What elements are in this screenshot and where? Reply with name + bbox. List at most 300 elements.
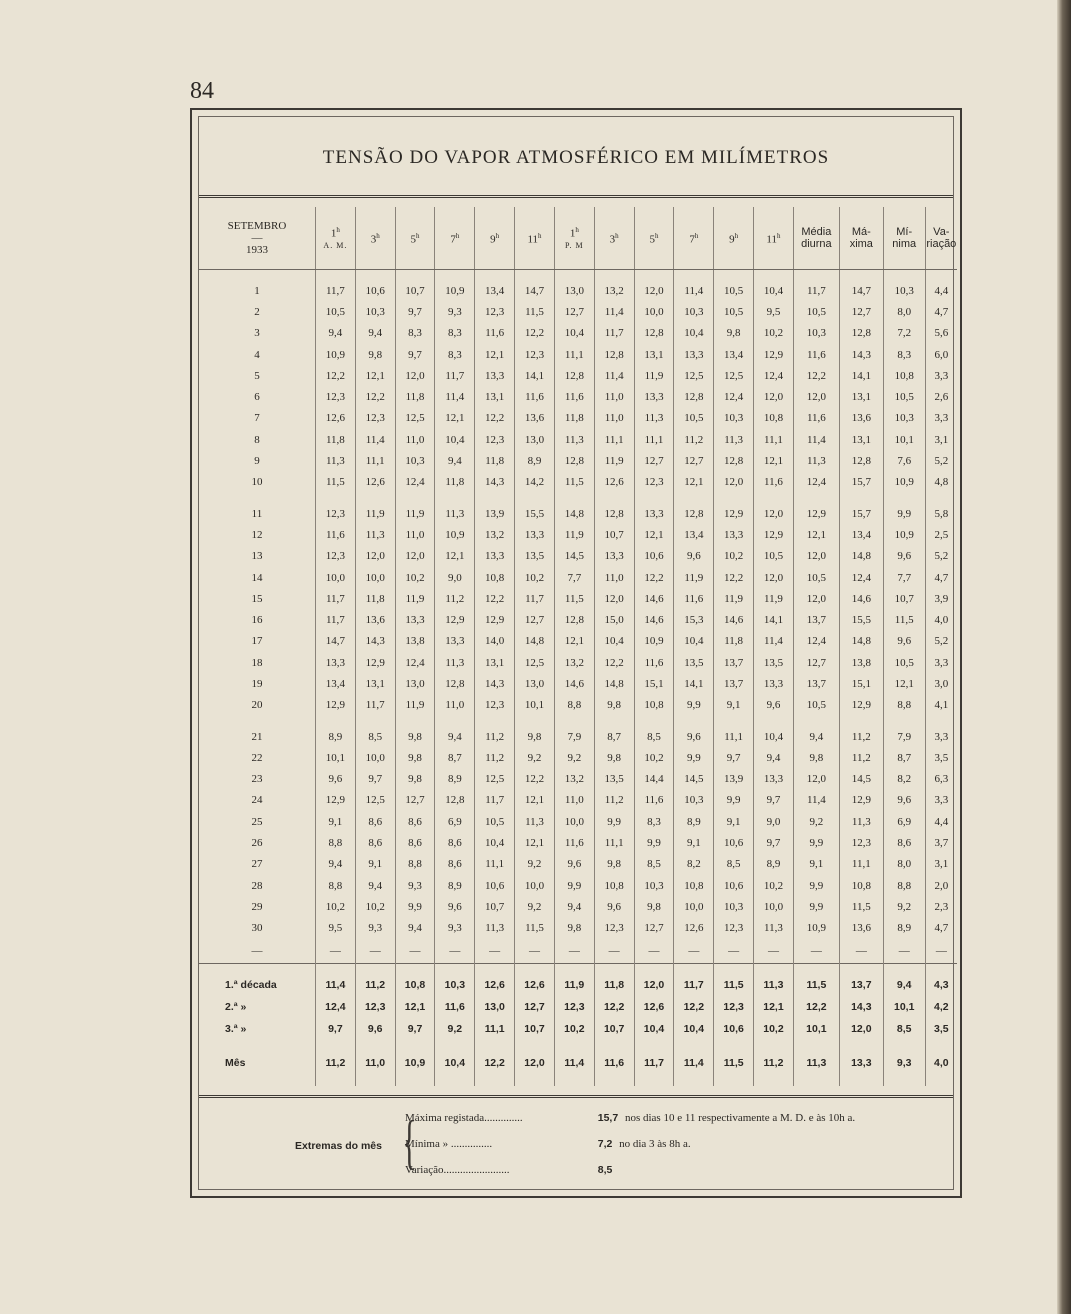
value-cell: 10,4: [594, 631, 634, 652]
value-cell: 9,4: [435, 450, 475, 471]
summary-value: 10,8: [395, 974, 435, 996]
value-cell: 14,7: [839, 280, 883, 301]
header-hour-7am: 7$^h$: [435, 207, 475, 270]
value-cell: 10,1: [883, 429, 925, 450]
extreme-minima-value: 7,2: [597, 1138, 613, 1150]
value-cell: 10,3: [793, 323, 839, 344]
value-cell: 13,4: [475, 280, 515, 301]
value-cell: 13,9: [714, 769, 754, 790]
value-cell: 9,8: [793, 747, 839, 768]
spacer-cell: [674, 270, 714, 281]
value-cell: 12,1: [515, 832, 555, 853]
value-cell: 4,1: [925, 695, 957, 716]
value-cell: 12,7: [793, 652, 839, 673]
value-cell: 15,7: [839, 472, 883, 493]
extreme-variacao: [405, 1164, 612, 1176]
value-cell: 13,9: [475, 503, 515, 524]
extreme-minima: [405, 1138, 691, 1150]
table-frame-inner: [198, 116, 957, 1190]
value-cell: 11,0: [395, 524, 435, 545]
spacer-cell: [925, 1040, 957, 1052]
value-cell: 11,4: [594, 365, 634, 386]
value-cell: 4,7: [925, 301, 957, 322]
value-cell: 9,2: [554, 747, 594, 768]
summary-value: 12,2: [793, 996, 839, 1018]
spacer-cell: [714, 270, 754, 281]
summary-label: 2.ª »: [225, 1000, 247, 1013]
value-cell: 11,3: [839, 811, 883, 832]
summary-value: 10,3: [435, 974, 475, 996]
spacer-cell: [674, 493, 714, 503]
value-cell: 11,4: [754, 631, 794, 652]
value-cell: 4,7: [925, 918, 957, 939]
value-cell: 10,2: [714, 546, 754, 567]
value-cell: 12,1: [634, 524, 674, 545]
value-cell: 13,3: [674, 344, 714, 365]
table-row: [199, 567, 957, 588]
summary-value: 9,7: [315, 1018, 355, 1040]
value-cell: 9,1: [714, 695, 754, 716]
value-cell: 12,7: [634, 450, 674, 471]
summary-value: 12,6: [515, 974, 555, 996]
dash-cell: —: [714, 939, 754, 964]
summary-value: 10,9: [395, 1052, 435, 1074]
value-cell: 11,1: [554, 344, 594, 365]
summary-value: 8,5: [883, 1018, 925, 1040]
value-cell: 9,7: [395, 301, 435, 322]
value-cell: 12,6: [355, 472, 395, 493]
value-cell: 14,1: [674, 673, 714, 694]
summary-value: 10,1: [793, 1018, 839, 1040]
value-cell: 11,4: [793, 429, 839, 450]
value-cell: 13,8: [839, 652, 883, 673]
value-cell: 10,4: [674, 631, 714, 652]
spacer-cell: [594, 716, 634, 726]
value-cell: 7,7: [883, 567, 925, 588]
value-cell: 12,0: [793, 588, 839, 609]
value-cell: 10,5: [883, 386, 925, 407]
day-cell: 22: [251, 751, 263, 764]
summary-row: [199, 974, 957, 996]
summary-value: 9,3: [883, 1052, 925, 1074]
value-cell: 8,7: [883, 747, 925, 768]
day-cell: 16: [251, 614, 263, 627]
value-cell: 10,4: [475, 832, 515, 853]
value-cell: 8,3: [435, 344, 475, 365]
summary-value: 10,2: [554, 1018, 594, 1040]
summary-value: 11,5: [714, 974, 754, 996]
summary-value: 10,7: [594, 1018, 634, 1040]
header-hour-9am: 9$^h$: [475, 207, 515, 270]
extremes-section: [199, 1095, 953, 1204]
summary-value: 11,2: [355, 974, 395, 996]
value-cell: 12,0: [395, 365, 435, 386]
value-cell: 12,1: [475, 344, 515, 365]
spacer-cell: [634, 1074, 674, 1086]
value-cell: 11,1: [839, 854, 883, 875]
value-cell: 8,3: [395, 323, 435, 344]
value-cell: 8,9: [674, 811, 714, 832]
summary-value: 12,0: [634, 974, 674, 996]
value-cell: 14,1: [515, 365, 555, 386]
value-cell: 9,2: [515, 854, 555, 875]
value-cell: 11,1: [754, 429, 794, 450]
spacer-cell: [515, 270, 555, 281]
value-cell: 10,4: [674, 323, 714, 344]
value-cell: 6,9: [435, 811, 475, 832]
value-cell: 10,9: [435, 524, 475, 545]
spacer-cell: [754, 963, 794, 974]
value-cell: 11,6: [793, 344, 839, 365]
value-cell: 9,9: [554, 875, 594, 896]
header-hour-1am: 1$^h$ A. M.: [315, 207, 355, 270]
value-cell: 10,5: [793, 695, 839, 716]
value-cell: 9,7: [395, 344, 435, 365]
spacer-cell: [839, 1074, 883, 1086]
header-hour-5pm: 5$^h$: [634, 207, 674, 270]
summary-row: [199, 1018, 957, 1040]
summary-label: Mês: [225, 1056, 246, 1069]
spacer-cell: [594, 963, 634, 974]
value-cell: 12,8: [554, 450, 594, 471]
value-cell: 9,6: [674, 726, 714, 747]
value-cell: 12,2: [515, 769, 555, 790]
value-cell: 9,1: [315, 811, 355, 832]
header-hour-11pm: 11$^h$: [754, 207, 794, 270]
value-cell: 13,3: [634, 386, 674, 407]
value-cell: 11,8: [435, 472, 475, 493]
value-cell: 9,1: [355, 854, 395, 875]
header-row: [199, 207, 957, 270]
value-cell: 12,7: [395, 790, 435, 811]
value-cell: 12,7: [515, 609, 555, 630]
day-cell: 23: [251, 773, 263, 786]
day-cell: 6: [254, 391, 260, 404]
summary-value: 11,8: [594, 974, 634, 996]
value-cell: 9,7: [714, 747, 754, 768]
day-cell: 15: [251, 592, 263, 605]
spacer-cell: [674, 1040, 714, 1052]
table-row: [199, 609, 957, 630]
value-cell: 12,9: [714, 503, 754, 524]
value-cell: 11,5: [839, 896, 883, 917]
extreme-minima-note: no dia 3 às 8h a.: [619, 1138, 691, 1150]
value-cell: 3,7: [925, 832, 957, 853]
value-cell: 10,2: [395, 567, 435, 588]
value-cell: 12,3: [355, 408, 395, 429]
value-cell: 13,8: [395, 631, 435, 652]
value-cell: 12,0: [395, 546, 435, 567]
spacer-cell: [925, 270, 957, 281]
value-cell: 8,6: [395, 811, 435, 832]
value-cell: 12,5: [515, 652, 555, 673]
value-cell: 11,4: [674, 280, 714, 301]
spacer-cell: [714, 1040, 754, 1052]
spacer-cell: [839, 963, 883, 974]
value-cell: 4,8: [925, 472, 957, 493]
value-cell: 11,9: [355, 503, 395, 524]
value-cell: 11,4: [435, 386, 475, 407]
value-cell: 11,9: [554, 524, 594, 545]
value-cell: 9,1: [793, 854, 839, 875]
value-cell: 14,6: [634, 588, 674, 609]
summary-value: 4,2: [925, 996, 957, 1018]
summary-value: 11,6: [594, 1052, 634, 1074]
value-cell: 11,1: [355, 450, 395, 471]
value-cell: 11,0: [395, 429, 435, 450]
value-cell: 2,5: [925, 524, 957, 545]
spacer-cell: [435, 270, 475, 281]
spacer-cell: [674, 1074, 714, 1086]
value-cell: 11,5: [883, 609, 925, 630]
value-cell: 12,0: [754, 386, 794, 407]
day-cell: 13: [251, 550, 263, 563]
value-cell: 8,3: [883, 344, 925, 365]
day-cell: 3: [254, 327, 260, 340]
value-cell: 11,8: [475, 450, 515, 471]
value-cell: 15,3: [674, 609, 714, 630]
summary-value: 12,2: [475, 1052, 515, 1074]
value-cell: 13,1: [839, 429, 883, 450]
value-cell: 2,0: [925, 875, 957, 896]
spacer-cell: [395, 1040, 435, 1052]
value-cell: 12,2: [475, 588, 515, 609]
spacer-cell: [515, 716, 555, 726]
table-title: TENSÃO DO VAPOR ATMOSFÉRICO EM MILÍMETROS: [322, 147, 830, 168]
day-cell: 21: [251, 730, 263, 743]
value-cell: 14,7: [515, 280, 555, 301]
value-cell: 10,8: [634, 695, 674, 716]
value-cell: 10,5: [714, 301, 754, 322]
spacer-cell: [754, 270, 794, 281]
value-cell: 10,8: [839, 875, 883, 896]
value-cell: 10,4: [554, 323, 594, 344]
value-cell: 13,6: [839, 918, 883, 939]
value-cell: 15,7: [839, 503, 883, 524]
table-row: [199, 832, 957, 853]
header-hour-5am: 5$^h$: [395, 207, 435, 270]
value-cell: 10,6: [634, 546, 674, 567]
value-cell: 12,2: [515, 323, 555, 344]
spacer-cell: [515, 963, 555, 974]
value-cell: 9,4: [315, 323, 355, 344]
value-cell: 9,4: [793, 726, 839, 747]
title-divider: [199, 195, 953, 198]
value-cell: 12,8: [435, 673, 475, 694]
header-hour-3am: 3$^h$: [355, 207, 395, 270]
spacer-cell: [395, 716, 435, 726]
spacer-cell: [475, 270, 515, 281]
spacer-cell: [199, 1074, 315, 1086]
value-cell: 10,9: [793, 918, 839, 939]
spacer-cell: [554, 1074, 594, 1086]
spacer-cell: [883, 270, 925, 281]
dash-cell: —: [793, 939, 839, 964]
summary-label: 1.ª década: [225, 978, 277, 991]
dash-cell: —: [554, 939, 594, 964]
summary-value: 4,3: [925, 974, 957, 996]
summary-value: 10,7: [515, 1018, 555, 1040]
day-cell: 20: [251, 699, 263, 712]
value-cell: 8,9: [315, 726, 355, 747]
value-cell: 13,3: [475, 546, 515, 567]
value-cell: 5,6: [925, 323, 957, 344]
summary-value: 10,2: [754, 1018, 794, 1040]
value-cell: 11,1: [714, 726, 754, 747]
value-cell: 3,0: [925, 673, 957, 694]
summary-value: 9,4: [883, 974, 925, 996]
value-cell: 9,8: [515, 726, 555, 747]
table-row: [199, 811, 957, 832]
summary-value: 11,6: [435, 996, 475, 1018]
day-cell: 8: [254, 433, 260, 446]
value-cell: 10,3: [674, 301, 714, 322]
value-cell: 8,6: [355, 832, 395, 853]
summary-value: 12,0: [839, 1018, 883, 1040]
value-cell: 13,6: [355, 609, 395, 630]
summary-value: 12,2: [594, 996, 634, 1018]
spacer-cell: [435, 716, 475, 726]
value-cell: 11,8: [714, 631, 754, 652]
value-cell: 11,7: [355, 695, 395, 716]
value-cell: 14,6: [839, 588, 883, 609]
value-cell: 12,2: [475, 408, 515, 429]
value-cell: 12,5: [355, 790, 395, 811]
value-cell: 9,2: [515, 747, 555, 768]
spacer-cell: [594, 1074, 634, 1086]
value-cell: 12,0: [793, 546, 839, 567]
day-cell: 24: [251, 794, 263, 807]
value-cell: 10,6: [475, 875, 515, 896]
value-cell: 12,8: [554, 365, 594, 386]
value-cell: 9,9: [793, 875, 839, 896]
value-cell: 11,2: [475, 726, 515, 747]
summary-value: 12,1: [754, 996, 794, 1018]
value-cell: 13,3: [754, 769, 794, 790]
value-cell: 9,8: [594, 695, 634, 716]
value-cell: 12,3: [315, 546, 355, 567]
summary-value: 11,5: [793, 974, 839, 996]
value-cell: 11,7: [515, 588, 555, 609]
dash-row: [199, 939, 957, 964]
value-cell: 3,3: [925, 408, 957, 429]
value-cell: 12,2: [355, 386, 395, 407]
value-cell: 9,8: [395, 769, 435, 790]
spacer-cell: [839, 493, 883, 503]
summary-value: 9,2: [435, 1018, 475, 1040]
value-cell: 11,9: [634, 365, 674, 386]
value-cell: 9,8: [554, 918, 594, 939]
header-variacao: Va- riação: [925, 207, 957, 270]
table-row: [199, 896, 957, 917]
value-cell: 12,0: [594, 588, 634, 609]
value-cell: 10,2: [515, 567, 555, 588]
table-frame: [190, 108, 962, 1198]
value-cell: 10,7: [883, 588, 925, 609]
value-cell: 10,3: [355, 301, 395, 322]
value-cell: 12,8: [554, 609, 594, 630]
value-cell: 12,1: [554, 631, 594, 652]
value-cell: 10,3: [674, 790, 714, 811]
value-cell: 9,9: [395, 896, 435, 917]
value-cell: 12,5: [395, 408, 435, 429]
value-cell: 9,4: [355, 875, 395, 896]
value-cell: 12,3: [839, 832, 883, 853]
value-cell: 12,9: [475, 609, 515, 630]
value-cell: 10,4: [435, 429, 475, 450]
header-pm: P. M: [564, 240, 584, 250]
value-cell: 12,3: [515, 344, 555, 365]
spacer-row: [199, 1074, 957, 1086]
value-cell: 11,4: [355, 429, 395, 450]
value-cell: 11,1: [475, 854, 515, 875]
spacer-cell: [754, 1040, 794, 1052]
value-cell: 12,6: [315, 408, 355, 429]
value-cell: 14,6: [714, 609, 754, 630]
value-cell: 12,1: [883, 673, 925, 694]
value-cell: 9,9: [674, 747, 714, 768]
spacer-cell: [793, 716, 839, 726]
value-cell: 13,3: [315, 652, 355, 673]
day-cell: 1: [254, 284, 260, 297]
value-cell: 9,9: [793, 832, 839, 853]
value-cell: 8,8: [315, 832, 355, 853]
value-cell: 11,6: [554, 386, 594, 407]
value-cell: 11,7: [793, 280, 839, 301]
spacer-cell: [435, 1074, 475, 1086]
value-cell: 9,5: [754, 301, 794, 322]
header-dash: —: [251, 232, 263, 244]
spacer-cell: [594, 493, 634, 503]
value-cell: 3,3: [925, 365, 957, 386]
summary-label: 3.ª »: [225, 1022, 247, 1035]
value-cell: 8,0: [883, 854, 925, 875]
value-cell: 10,0: [554, 811, 594, 832]
summary-value: 9,7: [395, 1018, 435, 1040]
value-cell: 11,7: [315, 609, 355, 630]
dash-cell: —: [883, 939, 925, 964]
summary-value: 12,2: [674, 996, 714, 1018]
spacer-cell: [554, 1040, 594, 1052]
value-cell: 12,2: [793, 365, 839, 386]
value-cell: 8,5: [355, 726, 395, 747]
spacer-cell: [554, 716, 594, 726]
value-cell: 11,7: [435, 365, 475, 386]
value-cell: 12,3: [315, 503, 355, 524]
value-cell: 14,6: [554, 673, 594, 694]
value-cell: 11,2: [435, 588, 475, 609]
value-cell: 14,1: [754, 609, 794, 630]
value-cell: 8,8: [883, 875, 925, 896]
spacer-cell: [925, 1074, 957, 1086]
value-cell: 11,6: [515, 386, 555, 407]
spacer-cell: [793, 270, 839, 281]
page-number: 84: [190, 78, 214, 104]
value-cell: 11,3: [515, 811, 555, 832]
value-cell: 10,0: [315, 567, 355, 588]
value-cell: 13,5: [594, 769, 634, 790]
value-cell: 11,2: [594, 790, 634, 811]
dash-cell: —: [395, 939, 435, 964]
spacer-cell: [515, 1074, 555, 1086]
value-cell: 13,2: [554, 652, 594, 673]
spacer-cell: [714, 1074, 754, 1086]
spacer-cell: [435, 493, 475, 503]
value-cell: 9,8: [395, 747, 435, 768]
value-cell: 12,0: [634, 280, 674, 301]
value-cell: 11,9: [395, 503, 435, 524]
table-row: [199, 588, 957, 609]
